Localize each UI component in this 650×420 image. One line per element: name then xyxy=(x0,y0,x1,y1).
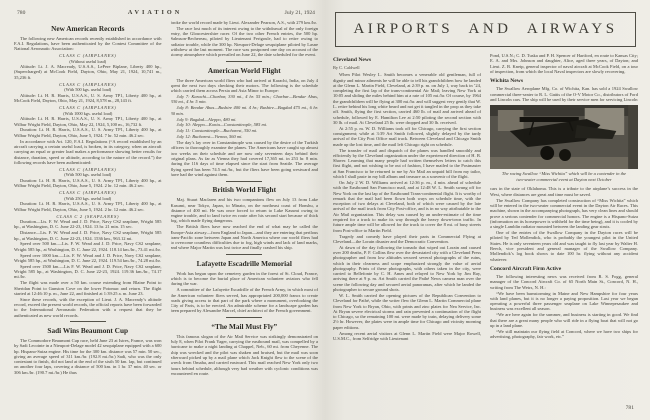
load-note: (With 500 kgs. useful load) xyxy=(64,172,112,178)
load-note: (With 250 kgs. useful load) xyxy=(64,195,112,201)
section-banner xyxy=(335,12,636,47)
paragraph: Speed over 500 km.—Lts. F. W. Wead and J. D. Price, Navy CS2 seaplane, Wright 585 hp., at Washington, D. C. June 22, 1924. 118.14 km./hr., 73.41 mi./hr. xyxy=(14,241,162,252)
paragraph: Tragedy and comedy have played their parts in Commercial Flying at Cleveland—the Lorain disaster and the Democratic Convention. xyxy=(333,233,481,244)
paragraph: Pond, U.S.N.; C. D. Tuska and P. H. Spencer of Hartford, en route to Kansas City; E. A. and Mrs. Johnson and daughter, Alice, aged three years, of Dayton; and Lieut. Z. B. Kneip, general inspector of naval aircraft at McCook Field, on a tour of inspection, from which the local Naval inspectors are slowly recovering. xyxy=(490,53,638,74)
paragraph: At 2:55 p. m. W. D. Williams took off for Chicago, carrying the first section consignment; while at 3:39 Art Smith followed, slightly delayed by the tardy arrival of the City Post Office mail truck. Between Cleveland and Chicago Smith made up the lost time, and the mail left Chicago right on schedule. xyxy=(333,125,481,147)
section-heading: Cleveland News xyxy=(333,57,372,63)
class-heading: CLASS C 2 (SEAPLANES) xyxy=(56,213,120,219)
photo-caption: The racing Swallow “Miss Wichita” which will be a contender in the two-seater commercial event at Dayton next October xyxy=(501,171,627,183)
schedule-line: July 9: Bagdad—Aleppo, 480 mi. xyxy=(176,116,237,122)
paragraph: Duration—Lts. F. W. Wead and J. D. Price, Navy CS2 seaplane, Wright 585 hp., at Washington, D. C. June 22-23, 1924. 13 hr. 21 min. 15 sec. xyxy=(14,219,162,230)
paragraph: When Pilot Wesley L. Smith becomes a venerable old gentleman, full of dignity and minor ailments he will be able to tell his grandchildren how he landed at the Glenn L. Martin Field, Cleveland, at 2:39 p. m. on July 1, way back in ’24, completing the first lap of the trans-continental Air Mail; leaving New York at 10:05 and sliding the miles behind him at a rate of 105 mi./hr. Of course, by 1964 the grandchildren will be flying at 300 mi./hr. and will suggest very gently that W. L. retire behind his long white beard and not get it tangled in the prop as they take off. Smith, flying the first section, carried 460 lb. of mail and arrived ahead of schedule, followed by E. Hamilton Lee at 2:50 piloting the second section with 30 lb. of mail. At Cleveland 25 lb. were dropped and 30 lb. received. xyxy=(333,72,481,125)
section-heading: Wichita News xyxy=(490,78,523,85)
paragraph: A committee of the Lafayette Escadrille of the French Army, in which most of the American volunteer fliers served, has appropriated 200,000 francs to create roads giving access to that part of the park where a monument, overlooking the City of Paris, is to be erected. An admirable scheme for a landscape garden has been prepared by Alexandre Marcel, chief architect of the French government. xyxy=(170,287,318,314)
load-note: (With 500 kgs. useful load) xyxy=(64,87,112,93)
class-heading: CLASS C (AIRPLANES) xyxy=(59,105,117,111)
right-page-column-1 xyxy=(333,53,481,405)
banner-title: AIRPORTS AND AIRWAYS xyxy=(353,21,618,37)
page-number-right: 781 xyxy=(625,405,634,411)
paragraph: The transfer of mail and dispatch of the planes was handled smoothly and efficiently by the Cleveland organization under the experienced direction of H. B. Shaver. Learning that many people had written themselves letters to catch this first flight, and not wishing to be out of fashion, I have mailed to the Postmaster at San Francisco to be returned to me by Air Mail an unpaid bill from my tailor, which I shall paste in my bill album and treasure as a souvenir of the flight. xyxy=(333,147,481,180)
left-page-columns xyxy=(14,20,318,416)
right-page xyxy=(325,0,650,420)
paragraph: Among recent aerial visitors at Glenn L. Martin Field were Major Rowell, U.S.M.C., from Selfridge with Lieutenant xyxy=(333,330,481,341)
paragraph: Since these records, with the exception of Lieut. J. A. Macready’s altitude record, exceed the present world records, the official reports have been forwarded to the International Aeronautic Federation with a request that they be authenticated as new world records. xyxy=(14,296,162,318)
section-heading: Lafayette Escadrille Memorial xyxy=(196,258,292,268)
paragraph: Duration: Lt. H. R. Harris, U.S.A.S., U. S. Army TP1, Liberty 400 hp., at Wilbur Wright Field, Dayton, Ohio, June 5, 1924. 2 hr. 12 min. 46.2 sec. xyxy=(14,177,162,189)
paragraph: “We have been barnstorming in Maine and New Hampshire for four years with land planes, but it is no longer a paying proposition. Last year we began operating a powerful three passenger seaplane on Lake Winnepesaukee and business was excellent all season. xyxy=(490,290,638,312)
class-heading: CLASS C (AIRPLANES) xyxy=(59,190,117,196)
paragraph: W. L. Smith carried the opening pictures of the Republican Convention to Cleveland for Pathé, while the writer flew the Glenn L. Martin Commercial plane from New York to Bryan, Ohio, with prints and zinc plates for Nea Service, Inc. At Bryan severe electrical storms and rain prevented a continuation of the flight to Chicago, so the remaining 100 mi. were made by train, delaying delivery some 2½ hr. However, the plates were in ample time for Chicago and vicinity morning paper editions. xyxy=(333,292,481,330)
page-number-left: 780 xyxy=(17,10,26,16)
section-heading: British World Flight xyxy=(212,185,277,195)
load-note: (Without useful load) xyxy=(69,58,107,64)
paragraph: Work has begun upon the cemetery garden in the forest of St. Cloud, France, which is to become the burial place of American volunteer aviators who fell during the war. xyxy=(170,270,318,287)
paragraph: The day’s lay over in Constantinople was caused by the desire of the Turkish officers to thoroughly examine the planes. The Americans have caught up almost two weeks on their schedule and are now only seventeen days behind their original plans. As far as Vienna they had covered 17,365 mi. in 253 hr. 8 min. during the 116 days of time elapsed since the start from Seattle. The average flying speed has been 74.5 mi./hr., but the fliers have been going westward and have had the wind against them. xyxy=(170,140,318,177)
paragraph: Duration: Lt. H. R. Harris, U.S.A.S., U. S. Army TP1, Liberty 400 hp., at Wilbur Wright Field, Dayton, Ohio, June 5, 1924. 7 hr. 52 min. 46.2 sec. xyxy=(14,127,162,138)
section-divider xyxy=(226,181,262,182)
schedule-line: July 11: Constantinople—Bucharest, 350 mi. xyxy=(176,128,258,134)
right-page-columns xyxy=(333,53,638,405)
journal-title: AVIATION xyxy=(127,9,183,16)
class-heading: CLASS C (AIRPLANES) xyxy=(59,53,117,59)
left-page-column-1 xyxy=(14,20,162,416)
right-page-column-2 xyxy=(490,53,638,405)
paragraph: The Swallow Company has completed construction of “Miss Wichita” which will be entered in the two-seater commercial event in the Dayton Air Races. This machine, shown in the accompanying photograph, has very clean lines and should prove a serious contender for commercial honors. The engine is a Hispano-Suiza (information on its horsepower is withheld for the time being), and it is cooled by a single Lamblin radiator mounted between the landing gear struts. xyxy=(490,197,638,230)
section-heading: “The Mail Must Fly” xyxy=(211,321,278,331)
paragraph: One of the entries of the Swallow Company in the Dayton races will be piloted by Ted Mollendick, who is probably the youngest pilot in the United States. He is only seventeen years old and was taught to fly last year by Walter H. Beech, vice president and general manager of the Swallow Company. Mollendick’s log book shows to date 100 hr. flying without any accident whatever. xyxy=(490,230,638,262)
paragraph: At dawn of the day following the tornado that wiped out Lorain and caused over 200 deaths, P. F. Collins flew over the devastated city with a Cleveland Press photographer and from low altitudes secured several photographs of the ruins, which in their clearness and scope emphasized strongly the value of aerial photography. Prints of these photographs, with others taken in the city, were carried to Bellefonte by C. H. Ames and relayed to New York by Jim Ray, arriving there at 9 p. m. Art Smith carried the Pathé News camera man over the scene the following day and secured aerial panoramas, after which he landed the photographer to secure ground shots. xyxy=(333,244,481,293)
load-note: (With 1000 kgs. useful load) xyxy=(63,110,113,116)
paragraph: Altitude: Lt. J. A. Macready, U.S.A.S., LePere Biplane, Liberty 400 hp., (Supercharged) at McCook Field, Dayton, Ohio, May 21, 1924, 10,741 m., 35,236 ft. xyxy=(14,64,162,80)
paragraph: The race lost much of its interest owing to the withdrawal of the only foreign entry, the Gloucestershire racer. Of the two other French entries, the 500 hp. Salmson-Bechereau, piloted by Lieutenant Ferigoule, had to retire owing to radiator trouble, while the 300 hp. Nieuport-Delage sesquiplane piloted by Lasne withdrew at the last moment. The race was postponed one day on account of the stormy atmosphere which prevailed on June 22, the date scheduled for the event. xyxy=(170,25,318,58)
byline: By C. Caldwell xyxy=(333,65,360,71)
paragraph: The three American world fliers who had arrived at Karachi, India, on July 4 spent the next two days checking their motors. The following is the schedule which carried them across Persia and Asia Minor to Europe: xyxy=(170,77,318,94)
paragraph: The flight was made over a 50 km. course extending from Blaine Point to Sheridan Point to Gunston Cove on the lower Potomac and return. The flight started at 12:46:10 p. m., June 22, and finished at 1:39:25 a. m. June 23. xyxy=(14,280,162,296)
paragraph: Maj. Stuart Maclaren and his two companions flew on July 13 from Lake Kasumi, near Tokyo, Japan, to Minato, on the northeast coast of Honshu, a distance of 400 mi. He was once forced to return to Lake Kasumi owing to engine trouble, and to land twice en route after his second start because of thick fog, which made flying dangerous. xyxy=(170,197,318,224)
class-heading: CLASS C (AIRPLANES) xyxy=(59,166,117,172)
biplane-photo-illustration xyxy=(490,105,638,169)
paragraph: broke the world record made by Lieut. Alexander Pearson, A.S., with 279 km./hr. xyxy=(170,20,317,25)
paragraph: The following interesting news was received from R. S. Fogg, general manager of the Concord Aircraft Co. of 65 North Main St., Concord, N. H., writing from The Weirs, N. H.: xyxy=(490,274,638,290)
schedule-line: July 7: Karachi—Charbar, 330 mi., 4 hr. 55 min.; Charbar—Bendar Abas, 330 mi., 4 hr. 5 min. xyxy=(170,94,318,105)
paragraph: On July 2 W. D. Williams arrived at 12:36 p. m., 4 min. ahead of schedule with the Eastbound San Francisco mail, and at 12:48 W. L. Smith swung off for New York on the last lap of the Eastbound Trans-continental flight. It is worthy of remark that the mail had been flown both ways on schedule time, with the exception of two delays at Cleveland, both of which were caused by the late arrival of the mail truck from City Post-office, and is in no way attributable to the Air Mail organization. This delay was caused by an under-estimate of the time required for a truck to make its way through the heavy down-town traffic. In future ample time will be allowed for the truck to cover the 8 mi. of busy streets from Post-office to Martin Field. xyxy=(333,179,481,233)
section-heading: Concord Aircraft Firm Active xyxy=(490,265,562,272)
left-page-column-2 xyxy=(171,20,319,416)
schedule-line: July 8: Bendar Abas—Bushire 400 mi. 4 hr.; Bushire—Bagdad 475 mi., 6 hr. 30 min. xyxy=(170,105,318,116)
paragraph: “We are here again for the summer, and business is starting in good. We find that there are a great many people who will ride in a flying boat that will not go up in a land plane. xyxy=(490,312,638,328)
paragraph: Altitude: Lt. H. R. Harris, U.S.A.S., U. S. Army TP1, Liberty 400 hp., at Wilbur Wright Field, Dayton, Ohio, May 22, 1924, 5,100 m., 16,732 ft. xyxy=(14,116,162,127)
paragraph: The following new American records recently established in accordance with F.A.I. Regulations, have been authenticated by the Contest Committee of the National Aeronautic Association: xyxy=(14,35,162,52)
paragraph: Distance—Lts. F. W. Wead and J. D. Price, Navy CS2 seaplane, Wright 585 hp., at Washington, D. C. June 22-23, 1924. 1536 km., 963.12 mi. xyxy=(14,230,162,241)
paragraph: Duration: Lt. H. R. Harris, U.S.A.S., U. S. Army TP1, Liberty 400 hp., at Wilbur Wright Field, Dayton, Ohio, June 5, 1924. 2 hr. 12 min. 46.2 sec. xyxy=(14,201,162,212)
section-heading: American World Flight xyxy=(207,65,281,75)
section-divider xyxy=(226,61,262,62)
section-divider xyxy=(226,254,262,255)
running-header xyxy=(14,9,318,20)
paragraph: Speed over 1000 km.—Lts. F. W. Wead and J. D. Price, Navy CS2 seaplane, Wright 585 hp., at Washington, D. C. June 22, 1924. 119.54 km./hr., 74.28 mi./hr. xyxy=(14,252,162,263)
paragraph: cars in the state of Oklahoma. This is a tribute to the airplane’s success in the West, where distances are great and time must be saved. xyxy=(490,186,638,197)
paragraph: Altitude: Lt. H. R. Harris, U.S.A.S., U. S. Army TP1, Liberty 400 hp., at McCook Field, Dayton, Ohio, May 21, 1924, 8,578 m., 28,143 ft. xyxy=(14,92,162,104)
paragraph: The Commodore Beaumont Cup race, held June 23 at Istres, France, was won by Sadi Lecointe in a Nieuport-Delage model 42 sesquiplane equipped with a 600 hp. Hispano-Suiza engine. His time for the 300 km. distance was 57 min. 50 sec., giving an average speed of 311 km./hr. (192.8 mi./hr.) Sadi, who was the only contestant to finish, did not land at the end of the sixth 50 km. lap, but continued on another four laps, covering a distance of 500 km. in 1 hr. 37 min. 40 sec. or 306 km./hr. (190.7 mi./hr.) He thus xyxy=(14,337,162,375)
paragraph: “We still maintain our flying field at Concord, where we have two ships for advertising, photography, fair work, etc.” xyxy=(490,328,638,340)
paragraph: The Swallow Aeroplane Mfg. Co. of Wichita, Kan. has sold a 1924 Swallow commercial three-seater to R. L. Gattis of the O-V Motor Co., distributors of Ford and Lincoln cars. The ship will be used by their service men for servicing Lincoln xyxy=(490,86,638,102)
paragraph: In accordance with Art. 120, F.A.I. Regulations (“A record established by an aircraft carrying a certain useful load, is broken, in its category, when an aircraft carrying an equal or greater load makes a performance showing better results for distance, duration, speed or altitude, according to the nature of the record.”) the following records have been authenticated: xyxy=(14,138,162,165)
schedule-line: July 10: Aleppo—Konia—Constantinople, 585 mi. xyxy=(176,122,268,128)
schedule-line: July 12: Bucharest—Vienna, 560 mi. xyxy=(176,134,243,140)
section-divider xyxy=(226,317,262,318)
paragraph: The British fliers have now reached the end of what may be called the Europe-Asia airway—from England to Japan—and they are entering that perilous trans-Pacific zone between Japan and North America where our world fliers had to overcome countless difficulties due to fog, high winds and lack of land marks, and where Major Martin was lost twice and finally crashed his ship. xyxy=(170,224,318,251)
issue-date: July 21, 1924 xyxy=(284,10,315,16)
section-heading: Sadi Wins Beaumont Cup xyxy=(47,325,129,335)
paragraph: This famous slogan of the Air Mail Service was strikingly demonstrated on July 8, when Pilot Frank Yager, carrying the eastbound mail, was compelled by a hurricane to make a night landing at Chappel, Neb., 60 mi. from Cheyenne. The ship was wrecked and the pilot was shaken and bruised, but the mail was soon afterward picked up by a mail plane which Jack Knight flew to the scene of the wreck from Omaha, and carried eastward. This mail reached New York only two hours behind schedule, although very bad weather with cyclonic conditions was encountered en route. xyxy=(170,333,318,376)
section-divider xyxy=(70,321,106,322)
right-col2-upper-text xyxy=(490,53,638,102)
class-heading: CLASS C (AIRPLANES) xyxy=(59,81,117,87)
right-col2-lower-text xyxy=(490,186,638,339)
section-heading: New American Records xyxy=(51,23,125,33)
paragraph: Speed over 1500 km.—Lts F. W. Wead and J. D. Price, Navy CS2 seaplane, Wright 585 hp., at Washington, D. C. June 22-23, 1924. 119.36 km./hr., 74.17 mi./hr. xyxy=(14,263,162,280)
miss-wichita-biplane-photo xyxy=(490,105,638,169)
